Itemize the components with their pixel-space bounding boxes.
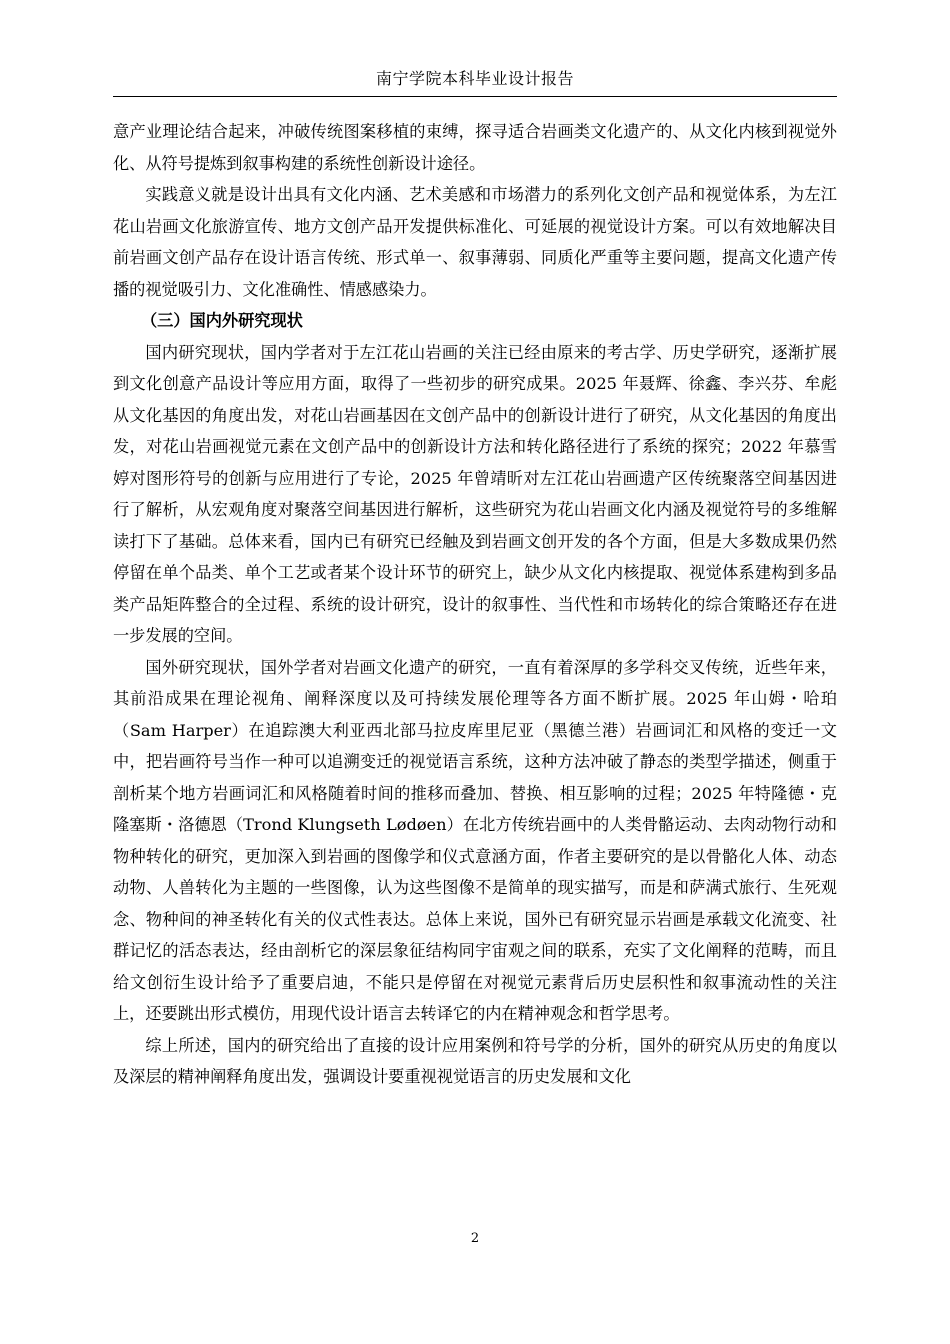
paragraph-summary: 综上所述，国内的研究给出了直接的设计应用案例和符号学的分析，国外的研究从历史的角度以及深层的精神阐释角度出发，强调设计要重视视觉语言的历史发展和文化 xyxy=(113,1035,837,1086)
section-heading: （三）国内外研究现状 xyxy=(141,311,303,330)
page-header-title: 南宁学院本科毕业设计报告 xyxy=(375,69,574,88)
paragraph-domestic-research: 国内研究现状，国内学者对于左江花山岩画的关注已经由原来的考古学、历史学研究，逐渐扩展到文化创意产品设计等应用方面，取得了一些初步的研究成果。2025 年聂辉、徐鑫、李兴芬、牟彪从文化基因的角度出发，对花山岩画基因在文创产品中的创新设计进行了研究，从文化基因的角度出发，对花山岩画视觉元素在文创产品中的创新设计方法和转化路径进行了系统的探究；2022 年慕雪婷对图形符号的创新与应用进行了专论，2025 年曾靖昕对左江花山岩画遗产区传统聚落空间基因进行了解析，从宏观角度对聚落空间基因进行解析，这些研究为花山岩画文化内涵及视觉符号的多维解读打下了基础。总体来看，国内已有研究已经触及到岩画文创开发的各个方面，但是大多数成果仍然停留在单个品类、单个工艺或者某个设计环节的研究上，缺少从文化内核提取、视觉体系建构到多品类产品矩阵整合的全过程、系统的设计研究，设计的叙事性、当代性和市场转化的综合策略还存在进一步发展的空间。 xyxy=(113,342,837,645)
paragraph-foreign-research: 国外研究现状，国外学者对岩画文化遗产的研究，一直有着深厚的多学科交叉传统，近些年来，其前沿成果在理论视角、阐释深度以及可持续发展伦理等各方面不断扩展。2025 年山姆・哈珀（Sam Harper）在追踪澳大利亚西北部马拉皮库里尼亚（黑德兰港）岩画词汇和风格的变迁一文中，把岩画符号当作一种可以追溯变迁的视觉语言系统，这种方法冲破了静态的类型学描述，侧重于剖析某个地方岩画词汇和风格随着时间的推移而叠加、替换、相互影响的过程；2025 年特隆德・克隆塞斯・洛德恩（Trond Klungseth Lødøen）在北方传统岩画中的人类骨骼运动、去肉动物行动和物种转化的研究，更加深入到岩画的图像学和仪式意涵方面，作者主要研究的是以骨骼化人体、动态动物、人兽转化为主题的一些图像，认为这些图像不是简单的现实描写，而是和萨满式旅行、生死观念、物种间的神圣转化有关的仪式性表达。总体上来说，国外已有研究显示岩画是承载文化流变、社群记忆的活态表达，经由剖析它的深层象征结构同宇宙观之间的联系，充实了文化阐释的范畴，而且给文创衍生设计给予了重要启迪，不能只是停留在对视觉元素背后历史层积性和叙事流动性的关注上，还要跳出形式模仿，用现代设计语言去转译它的内在精神观念和哲学思考。 xyxy=(113,657,837,1023)
paragraph-practical-significance: 实践意义就是设计出具有文化内涵、艺术美感和市场潜力的系列化文创产品和视觉体系，为左江花山岩画文化旅游宣传、地方文创产品开发提供标准化、可延展的视觉设计方案。可以有效地解决目前岩画文创产品存在设计语言传统、形式单一、叙事薄弱、同质化严重等主要问题，提高文化遗产传播的视觉吸引力、文化准确性、情感感染力。 xyxy=(113,185,837,299)
body-text xyxy=(113,116,837,1093)
paragraph-continued: 意产业理论结合起来，冲破传统图案移植的束缚，探寻适合岩画类文化遗产的、从文化内核到视觉外化、从符号提炼到叙事构建的系统性创新设计途径。 xyxy=(113,122,837,173)
page-number: 2 xyxy=(470,1231,480,1246)
page-header xyxy=(113,60,837,97)
